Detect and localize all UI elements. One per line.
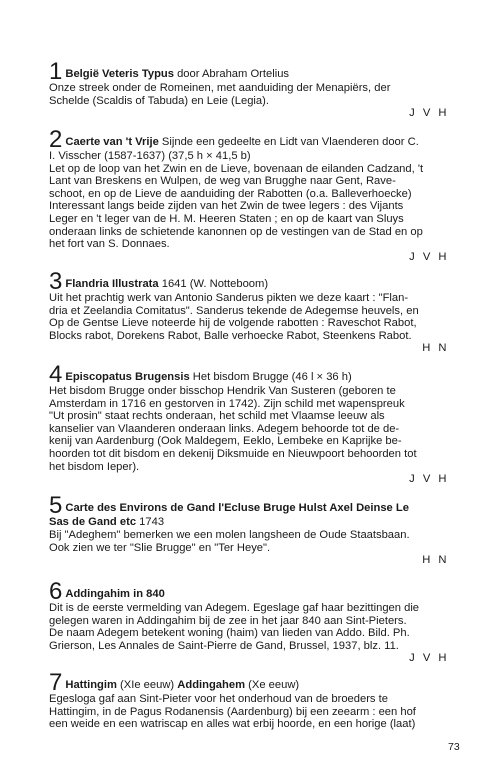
entry-7 bbox=[49, 669, 449, 731]
entry-number: 6 bbox=[49, 578, 63, 605]
entry-title-second: Addingahem bbox=[177, 679, 246, 691]
entry-3 bbox=[49, 268, 449, 355]
entry-title: Episcopatus Brugensis bbox=[65, 371, 190, 383]
entry-signature: J V H bbox=[409, 652, 449, 665]
entry-line: Egesloga gaf aan Sint-Pieter voor het onderhoud van de broeders te bbox=[49, 693, 388, 705]
entry-subtitle: door Abraham Ortelius bbox=[173, 68, 290, 80]
entry-body bbox=[49, 602, 449, 665]
entry-line: gelegen waren in Addingahim bij de zee in het jaar 840 aan Sint-Pieters. bbox=[49, 614, 407, 627]
entry-number: 1 bbox=[49, 58, 63, 85]
entry-title: Flandria Illustrata bbox=[65, 278, 159, 290]
entry-line: Op de Gentse Lieve noteerde hij de volgende rabotten : Raveschot Rabot, bbox=[49, 317, 417, 330]
entry-line: Blocks rabot, Dorekens Rabot, Balle verhoecke Rabot, Steenkens Rabot. bbox=[49, 329, 412, 342]
entry-signature: H N bbox=[422, 342, 449, 355]
entry-signature: H N bbox=[422, 554, 449, 567]
entry-line: het fort van S. Donnaes. bbox=[49, 238, 170, 251]
entry-heading bbox=[49, 492, 449, 519]
entry-subtitle-second: (Xe eeuw) bbox=[245, 679, 300, 691]
entry-line: Dit is de eerste vermelding van Adegem. Egeslage gaf haar bezittingen die bbox=[49, 602, 420, 614]
entry-number: 3 bbox=[49, 268, 63, 295]
entry-heading bbox=[49, 58, 449, 85]
entry-title: Carte des Environs de Gand l'Ecluse Bruge Hulst Axel Deinse Le bbox=[65, 502, 409, 514]
entry-line: Het bisdom Brugge onder bisschop Hendrik Van Susteren (geboren te bbox=[49, 385, 396, 397]
entry-line: een weide en een watriscap en alles wat erbij hoorde, en een horige (laat) bbox=[49, 718, 416, 731]
entry-subtitle: Sijnde een gedeelte en Lidt van Vlaenderen door C. bbox=[158, 136, 419, 148]
entry-5 bbox=[49, 492, 449, 567]
entry-heading bbox=[49, 126, 449, 153]
entry-2 bbox=[49, 126, 449, 263]
entry-line: Onze streek onder de Romeinen, met aanduiding der Menapiërs, der bbox=[49, 82, 391, 94]
entry-subtitle: 1743 bbox=[136, 516, 165, 528]
entry-subtitle: 1641 (W. Notteboom) bbox=[158, 278, 269, 290]
entry-heading bbox=[49, 268, 449, 295]
entry-body bbox=[49, 82, 449, 120]
entry-number: 5 bbox=[49, 492, 63, 519]
entry-line: Bij "Adeghem" bemerken we een molen langsheen de Oude Staatsbaan. bbox=[49, 529, 410, 541]
entry-4 bbox=[49, 361, 449, 486]
entry-title-continued: Sas de Gand etc bbox=[49, 516, 137, 528]
entry-line: Lant van Breskens en Wulpen, de weg van Brugghe naar Gent, Rave- bbox=[49, 175, 396, 188]
entry-line: Leger en 't leger van de H. M. Heeren Staten ; en op de kaart van Sluys bbox=[49, 212, 404, 225]
entry-line: Schelde (Scaldis of Tabuda) en Leie (Legia). bbox=[49, 94, 269, 107]
entry-line: De naam Adegem betekent woning (haim) van lieden van Addo. Bild. Ph. bbox=[49, 627, 410, 640]
entry-number: 4 bbox=[49, 361, 63, 388]
entry-line: Grierson, Les Annales de Saint-Pierre de Gand, Brussel, 1937, blz. 11. bbox=[49, 639, 399, 652]
entry-line: Ook zien we ter "Slie Brugge" en "Ter Heye". bbox=[49, 541, 271, 554]
entry-1 bbox=[49, 58, 449, 120]
entry-line: het bisdom Ieper). bbox=[49, 460, 140, 473]
entry-subtitle: (XIe eeuw) bbox=[116, 679, 178, 691]
entry-heading bbox=[49, 578, 449, 605]
entry-signature: J V H bbox=[409, 250, 449, 263]
entry-line: dria et Zeelandia Comitatus". Sanderus tekende de Adegemse heuvels, en bbox=[49, 304, 419, 317]
entry-line: Amsterdam in 1716 en gestorven in 1742). Zijn schild met wapenspreuk bbox=[49, 397, 405, 410]
page-number: 73 bbox=[448, 741, 460, 753]
entry-title: Caerte van 't Vrije bbox=[65, 136, 159, 148]
entry-line: Hattingim, in de Pagus Rodanensis (Aardenburg) bij een zeearm : een hof bbox=[49, 705, 416, 718]
entry-title: Hattingim bbox=[65, 679, 117, 691]
entry-line: kenij van Aardenburg (Ook Maldegem, Eeklo, Lembeke en Kaprijke be- bbox=[49, 435, 402, 448]
entry-heading-continued bbox=[49, 516, 449, 529]
entry-line: Uit het prachtig werk van Antonio Sanderus pikten we deze kaart : "Flan- bbox=[49, 292, 409, 304]
entry-line: Let op de loop van het Zwin en de Lieve, bovenaan de eilanden Cadzand, 't bbox=[49, 162, 424, 175]
entry-number: 2 bbox=[49, 126, 63, 153]
entry-title: Addingahim in 840 bbox=[65, 588, 165, 600]
entry-signature: J V H bbox=[409, 473, 449, 486]
entry-body bbox=[49, 150, 449, 263]
entry-line: Interessant langs beide zijden van het Zwin de twee legers : des Vijants bbox=[49, 200, 404, 213]
entry-line: "Ut prosin" staat rechts onderaan, het schild met Vlaamse leeuw als bbox=[49, 410, 385, 423]
entry-number: 7 bbox=[49, 669, 63, 696]
entry-signature: J V H bbox=[409, 107, 449, 120]
entry-line: onderaan links de schietende kanonnen op de vestingen van de Stad en op bbox=[49, 225, 423, 238]
entry-subtitle: Het bisdom Brugge (46 l × 36 h) bbox=[189, 371, 352, 383]
entry-heading bbox=[49, 669, 449, 696]
entry-body bbox=[49, 385, 449, 486]
entry-line: kanselier van Vlaanderen onderaan links. Adegem behoorde tot de de- bbox=[49, 422, 400, 435]
entry-body bbox=[49, 529, 449, 567]
entry-title: België Veteris Typus bbox=[65, 68, 174, 80]
entry-heading bbox=[49, 361, 449, 388]
entry-6 bbox=[49, 578, 449, 665]
entry-line: hoorden tot dit bisdom en dekenij Diksmuide en Nieuwpoort behoorden tot bbox=[49, 447, 417, 460]
entry-body bbox=[49, 292, 449, 355]
entry-line: schoot, en op de Lieve de aanduiding der Rabotten (o.a. Balleverhoecke) bbox=[49, 187, 412, 200]
entry-line: I. Visscher (1587-1637) (37,5 h × 41,5 b) bbox=[49, 150, 251, 162]
entry-body bbox=[49, 693, 449, 731]
